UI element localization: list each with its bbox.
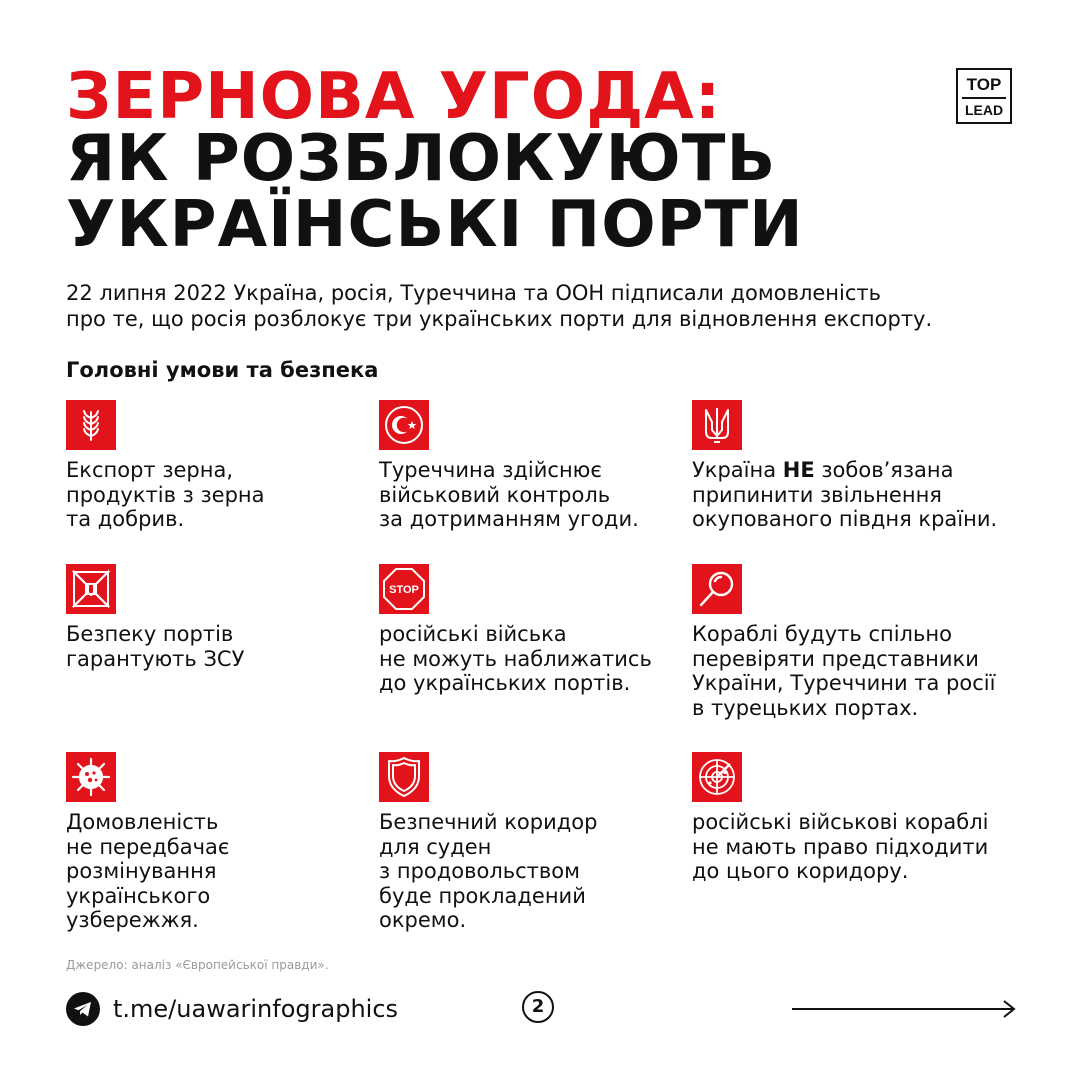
condition-text (66, 810, 396, 933)
condition-text (379, 810, 709, 933)
text-emphasis: НЕ (782, 458, 815, 482)
text-line: для суден (379, 834, 492, 859)
text-line: припинити звільнення (692, 482, 942, 507)
text-line: Експорт зерна, (66, 458, 234, 482)
sea-mine-icon (66, 752, 116, 802)
condition-text (66, 458, 396, 532)
text-line: перевіряти представники (692, 646, 979, 671)
next-arrow-icon[interactable] (792, 996, 1018, 1022)
text-line: військовий контроль (379, 482, 611, 507)
top-lead-logo (956, 68, 1012, 124)
page-number: 2 (522, 991, 554, 1023)
logo-divider (962, 97, 1006, 99)
text-line: продуктів з зерна (66, 482, 265, 507)
title-line-3: УКРАЇНСЬКІ ПОРТИ (66, 188, 804, 262)
text-line: розмінування (66, 859, 217, 883)
text-line: окупованого півдня країни. (692, 507, 998, 531)
text-line: не можуть наближатись (379, 646, 652, 671)
telegram-icon[interactable] (66, 992, 100, 1026)
text-line: гарантують ЗСУ (66, 646, 245, 671)
text-line: російські війська (379, 622, 567, 646)
condition-text (66, 622, 396, 671)
magnifier-icon (692, 564, 742, 614)
text-line: не мають право підходити (692, 834, 989, 859)
text-line: за дотриманням угоди. (379, 507, 639, 531)
text-line: українського (66, 883, 211, 908)
text-line: в турецьких портах. (692, 695, 919, 720)
text-line: Туреччина здійснює (379, 458, 602, 482)
text-line: Безпеку портів (66, 622, 234, 646)
text-line: Домовленість (66, 810, 219, 834)
condition-text (692, 622, 1022, 720)
telegram-link[interactable]: t.me/uawarinfographics (113, 995, 399, 1023)
title-line-2: ЯК РОЗБЛОКУЮТЬ (66, 122, 777, 196)
title-line-1: ЗЕРНОВА УГОДА: (66, 60, 722, 134)
text-line: узбережжя. (66, 908, 199, 932)
text-line: Безпечний коридор (379, 810, 598, 834)
text-line (692, 458, 1022, 483)
wheat-icon (66, 400, 116, 450)
text-line: з продовольством (379, 859, 580, 883)
text-line: та добрив. (66, 507, 185, 531)
intro-line-2: про те, що росія розблокує три українських порти для відновлення експорту. (66, 307, 933, 331)
source-note: Джерело: аналіз «Європейської правди». (66, 958, 329, 972)
text-line: не передбачає (66, 834, 230, 859)
text-line: до цього коридору. (692, 859, 909, 883)
trident-icon (692, 400, 742, 450)
turkey-flag-icon (379, 400, 429, 450)
text-prefix: Україна (692, 458, 783, 482)
text-line: України, Туреччини та росії (692, 671, 996, 695)
text-line: російські військові кораблі (692, 810, 989, 834)
stop-sign-icon (379, 564, 429, 614)
condition-text (692, 458, 1022, 532)
text-line: до українських портів. (379, 671, 631, 695)
section-title: Головні умови та безпека (66, 358, 379, 382)
condition-text (379, 458, 709, 532)
text-line: буде прокладений (379, 883, 586, 908)
text-line: окремо. (379, 908, 467, 932)
intro-paragraph (66, 280, 1026, 332)
logo-bottom-text: LEAD (964, 101, 1004, 118)
condition-text (379, 622, 709, 696)
text-line: Кораблі будуть спільно (692, 622, 952, 646)
shield-icon (379, 752, 429, 802)
intro-line-1: 22 липня 2022 Україна, росія, Туреччина та ООН підписали домовленість (66, 281, 882, 305)
radar-icon (692, 752, 742, 802)
stop-sign-text: STOP (389, 584, 419, 596)
logo-top-text: TOP (966, 75, 1002, 94)
text-suffix: зобов’язана (814, 458, 954, 482)
condition-text (692, 810, 1022, 884)
armed-forces-icon (66, 564, 116, 614)
